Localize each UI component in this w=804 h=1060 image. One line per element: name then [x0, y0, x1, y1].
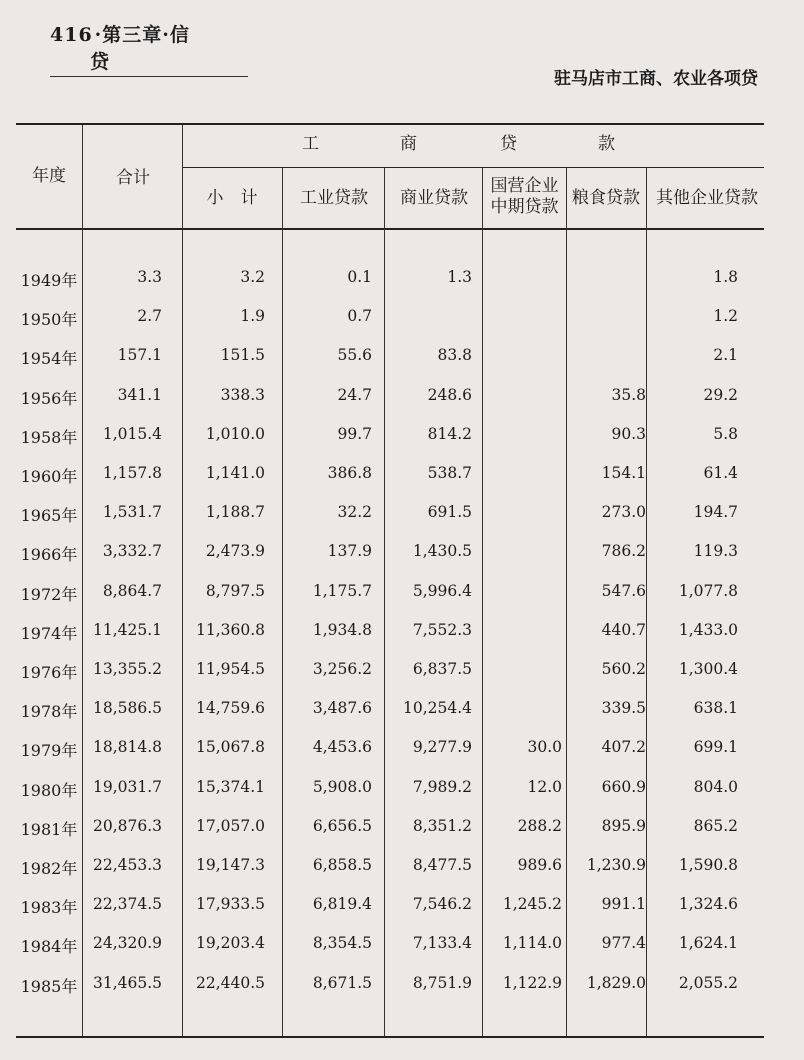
- subtotal-cell: 8,797.5: [205, 581, 265, 600]
- total-cell: 24,320.9: [92, 934, 162, 953]
- total-cell: 13,355.2: [92, 660, 162, 678]
- grain-cell: 895.9: [601, 816, 646, 835]
- header-industrial-loans: 工业贷款: [300, 188, 368, 208]
- year-cell: 1982年: [20, 859, 78, 878]
- table-title: 驻马店市工商、农业各项贷: [554, 69, 758, 89]
- state-cell: 1,114.0: [502, 934, 562, 953]
- commercial-cell: 9,277.9: [412, 738, 472, 757]
- table-row: [0, 346, 804, 385]
- year-cell: 1974年: [20, 623, 78, 643]
- running-head: [50, 20, 248, 77]
- total-cell: 3,332.7: [102, 542, 162, 561]
- total-cell: 1,015.4: [102, 424, 162, 443]
- table-row: [0, 464, 804, 503]
- year-cell: 1978年: [20, 702, 78, 722]
- subtotal-cell: 14,759.6: [195, 699, 265, 718]
- subtotal-cell: 2,473.9: [205, 542, 265, 561]
- commercial-cell: 8,751.9: [412, 973, 472, 992]
- subtotal-cell: 151.5: [220, 346, 265, 365]
- commercial-cell: 691.5: [427, 503, 472, 522]
- grain-cell: 90.3: [611, 424, 646, 443]
- commercial-cell: 10,254.4: [402, 699, 472, 718]
- table-row: [0, 542, 804, 581]
- commercial-cell: 538.7: [427, 464, 472, 482]
- industrial-cell: 4,453.6: [312, 738, 372, 757]
- commercial-cell: 7,546.2: [412, 895, 472, 914]
- commercial-cell: 8,351.2: [412, 816, 472, 835]
- grain-cell: 273.0: [601, 503, 646, 522]
- subtotal-cell: 15,374.1: [195, 777, 265, 796]
- header-subtotal: 小 计: [206, 188, 258, 208]
- subtotal-cell: 17,057.0: [195, 816, 265, 835]
- year-cell: 1966年: [20, 545, 78, 565]
- other-cell: 5.8: [713, 424, 738, 443]
- total-cell: 18,814.8: [92, 738, 162, 757]
- industrial-cell: 8,671.5: [312, 973, 372, 992]
- total-cell: 20,876.3: [92, 816, 162, 835]
- page-number: 416: [50, 24, 93, 46]
- chapter-title-tail: 贷: [90, 51, 111, 73]
- state-cell: 1,245.2: [502, 895, 562, 914]
- industrial-cell: 6,819.4: [312, 895, 372, 914]
- commercial-cell: 814.2: [427, 424, 472, 443]
- other-cell: 1,433.0: [678, 620, 738, 639]
- total-cell: 31,465.5: [92, 973, 162, 992]
- industrial-cell: 0.1: [347, 268, 372, 286]
- other-cell: 194.7: [693, 503, 738, 522]
- header-group-char-1: 工: [302, 134, 319, 154]
- year-cell: 1956年: [20, 388, 78, 408]
- grain-cell: 660.9: [601, 777, 646, 796]
- grain-cell: 1,829.0: [586, 973, 646, 992]
- chapter-title: ·第三章·信: [94, 24, 190, 46]
- table-row: [0, 621, 804, 660]
- year-cell: 1949年: [20, 271, 78, 290]
- commercial-cell: 248.6: [427, 385, 472, 404]
- header-total: 合计: [116, 168, 150, 188]
- commercial-cell: 7,989.2: [412, 777, 472, 796]
- other-cell: 865.2: [693, 816, 738, 835]
- other-cell: 1,300.4: [678, 660, 738, 678]
- industrial-cell: 386.8: [327, 464, 372, 482]
- year-cell: 1958年: [20, 427, 78, 447]
- table-row: [0, 268, 804, 307]
- grain-cell: 547.6: [601, 581, 646, 600]
- subtotal-cell: 1,141.0: [205, 464, 265, 482]
- industrial-cell: 6,858.5: [312, 856, 372, 874]
- table-row: [0, 934, 804, 973]
- industrial-cell: 3,487.6: [312, 699, 372, 718]
- table-bottom-rule: [16, 1036, 764, 1038]
- grain-cell: 1,230.9: [586, 856, 646, 874]
- year-cell: 1965年: [20, 506, 78, 526]
- total-cell: 3.3: [137, 268, 162, 286]
- year-cell: 1981年: [20, 819, 78, 839]
- state-cell: 12.0: [527, 777, 562, 796]
- grain-cell: 339.5: [601, 699, 646, 718]
- table-row: [0, 778, 804, 817]
- table-row: [0, 503, 804, 542]
- industrial-cell: 1,934.8: [312, 620, 372, 639]
- header-group-char-2: 商: [400, 134, 417, 154]
- other-cell: 29.2: [703, 385, 738, 404]
- header-commercial-loans: 商业贷款: [400, 188, 468, 208]
- subtotal-cell: 3.2: [240, 268, 265, 286]
- table-row: [0, 856, 804, 895]
- year-cell: 1972年: [20, 584, 78, 604]
- subtotal-cell: 1,010.0: [205, 424, 265, 443]
- other-cell: 2.1: [713, 346, 738, 365]
- year-cell: 1976年: [20, 663, 78, 682]
- industrial-cell: 24.7: [337, 385, 372, 404]
- commercial-cell: 7,133.4: [412, 934, 472, 953]
- other-cell: 804.0: [693, 777, 738, 796]
- state-cell: 288.2: [517, 816, 562, 835]
- total-cell: 157.1: [117, 346, 162, 365]
- other-cell: 61.4: [703, 464, 738, 482]
- table-row: [0, 582, 804, 621]
- table-top-rule: [16, 123, 764, 125]
- total-cell: 341.1: [117, 385, 162, 404]
- other-cell: 638.1: [693, 699, 738, 718]
- grain-cell: 977.4: [601, 934, 646, 953]
- total-cell: 18,586.5: [92, 699, 162, 718]
- header-group-char-4: 款: [598, 134, 615, 154]
- commercial-cell: 83.8: [437, 346, 472, 365]
- industrial-cell: 5,908.0: [312, 777, 372, 796]
- table-row: [0, 425, 804, 464]
- industrial-cell: 0.7: [347, 307, 372, 326]
- other-cell: 699.1: [693, 738, 738, 757]
- industrial-cell: 6,656.5: [312, 816, 372, 835]
- state-cell: 989.6: [517, 856, 562, 874]
- industrial-cell: 8,354.5: [312, 934, 372, 953]
- grain-cell: 35.8: [611, 385, 646, 404]
- industrial-cell: 3,256.2: [312, 660, 372, 678]
- subtotal-cell: 19,203.4: [195, 934, 265, 953]
- industrial-cell: 32.2: [337, 503, 372, 522]
- industrial-cell: 55.6: [337, 346, 372, 365]
- subtotal-cell: 22,440.5: [195, 973, 265, 992]
- total-cell: 1,157.8: [102, 464, 162, 482]
- total-cell: 2.7: [137, 307, 162, 326]
- commercial-cell: 6,837.5: [412, 660, 472, 678]
- industrial-cell: 137.9: [327, 542, 372, 561]
- subtotal-cell: 17,933.5: [195, 895, 265, 914]
- subtotal-cell: 338.3: [220, 385, 265, 404]
- header-group-char-3: 贷: [500, 134, 517, 154]
- total-cell: 22,453.3: [92, 856, 162, 874]
- commercial-cell: 7,552.3: [412, 620, 472, 639]
- total-cell: 8,864.7: [102, 581, 162, 600]
- year-cell: 1985年: [20, 976, 78, 996]
- header-other-enterprise-loans: 其他企业贷款: [656, 188, 758, 208]
- total-cell: 22,374.5: [92, 895, 162, 914]
- header-year: 年度: [32, 166, 66, 186]
- grain-cell: 560.2: [601, 660, 646, 678]
- year-cell: 1984年: [20, 937, 78, 957]
- other-cell: 1,590.8: [678, 856, 738, 874]
- table-row: [0, 974, 804, 1013]
- other-cell: 1.8: [713, 268, 738, 286]
- other-cell: 1,077.8: [678, 581, 738, 600]
- table-row: [0, 895, 804, 934]
- year-cell: 1960年: [20, 467, 78, 486]
- commercial-cell: 8,477.5: [412, 856, 472, 874]
- subtotal-cell: 19,147.3: [195, 856, 265, 874]
- subtotal-cell: 1,188.7: [205, 503, 265, 522]
- state-cell: 1,122.9: [502, 973, 562, 992]
- other-cell: 1.2: [713, 307, 738, 326]
- grain-cell: 440.7: [601, 620, 646, 639]
- total-cell: 11,425.1: [92, 620, 162, 639]
- industrial-cell: 1,175.7: [312, 581, 372, 600]
- industrial-cell: 99.7: [337, 424, 372, 443]
- year-cell: 1983年: [20, 898, 78, 918]
- grain-cell: 407.2: [601, 738, 646, 757]
- table-row: [0, 817, 804, 856]
- grain-cell: 786.2: [601, 542, 646, 561]
- commercial-cell: 1,430.5: [412, 542, 472, 561]
- grain-cell: 991.1: [601, 895, 646, 914]
- table-row: [0, 307, 804, 346]
- subtotal-cell: 11,360.8: [195, 620, 265, 639]
- subtotal-cell: 11,954.5: [195, 660, 265, 678]
- total-cell: 1,531.7: [102, 503, 162, 522]
- grain-cell: 154.1: [601, 464, 646, 482]
- commercial-cell: 1.3: [447, 268, 472, 286]
- table-row: [0, 738, 804, 777]
- header-state-line-1: 国营企业: [490, 176, 559, 196]
- header-bottom-rule: [16, 228, 764, 230]
- year-cell: 1979年: [20, 741, 78, 761]
- header-state-line-2: 中期贷款: [490, 197, 559, 217]
- year-cell: 1980年: [20, 780, 78, 800]
- other-cell: 2,055.2: [678, 973, 738, 992]
- subtotal-cell: 15,067.8: [195, 738, 265, 757]
- table-row: [0, 660, 804, 699]
- year-cell: 1950年: [20, 310, 78, 330]
- state-cell: 30.0: [527, 738, 562, 757]
- year-cell: 1954年: [20, 349, 78, 369]
- header-grain-loans: 粮食贷款: [572, 188, 640, 208]
- other-cell: 1,324.6: [678, 895, 738, 914]
- other-cell: 1,624.1: [678, 934, 738, 953]
- header-group-industrial-commercial-loans: [182, 133, 764, 157]
- table-row: [0, 386, 804, 425]
- header-state-enterprise-mid-term-loans: [483, 176, 566, 218]
- total-cell: 19,031.7: [92, 777, 162, 796]
- commercial-cell: 5,996.4: [412, 581, 472, 600]
- other-cell: 119.3: [693, 542, 738, 561]
- group-header-rule: [182, 167, 764, 168]
- subtotal-cell: 1.9: [240, 307, 265, 326]
- table-row: [0, 699, 804, 738]
